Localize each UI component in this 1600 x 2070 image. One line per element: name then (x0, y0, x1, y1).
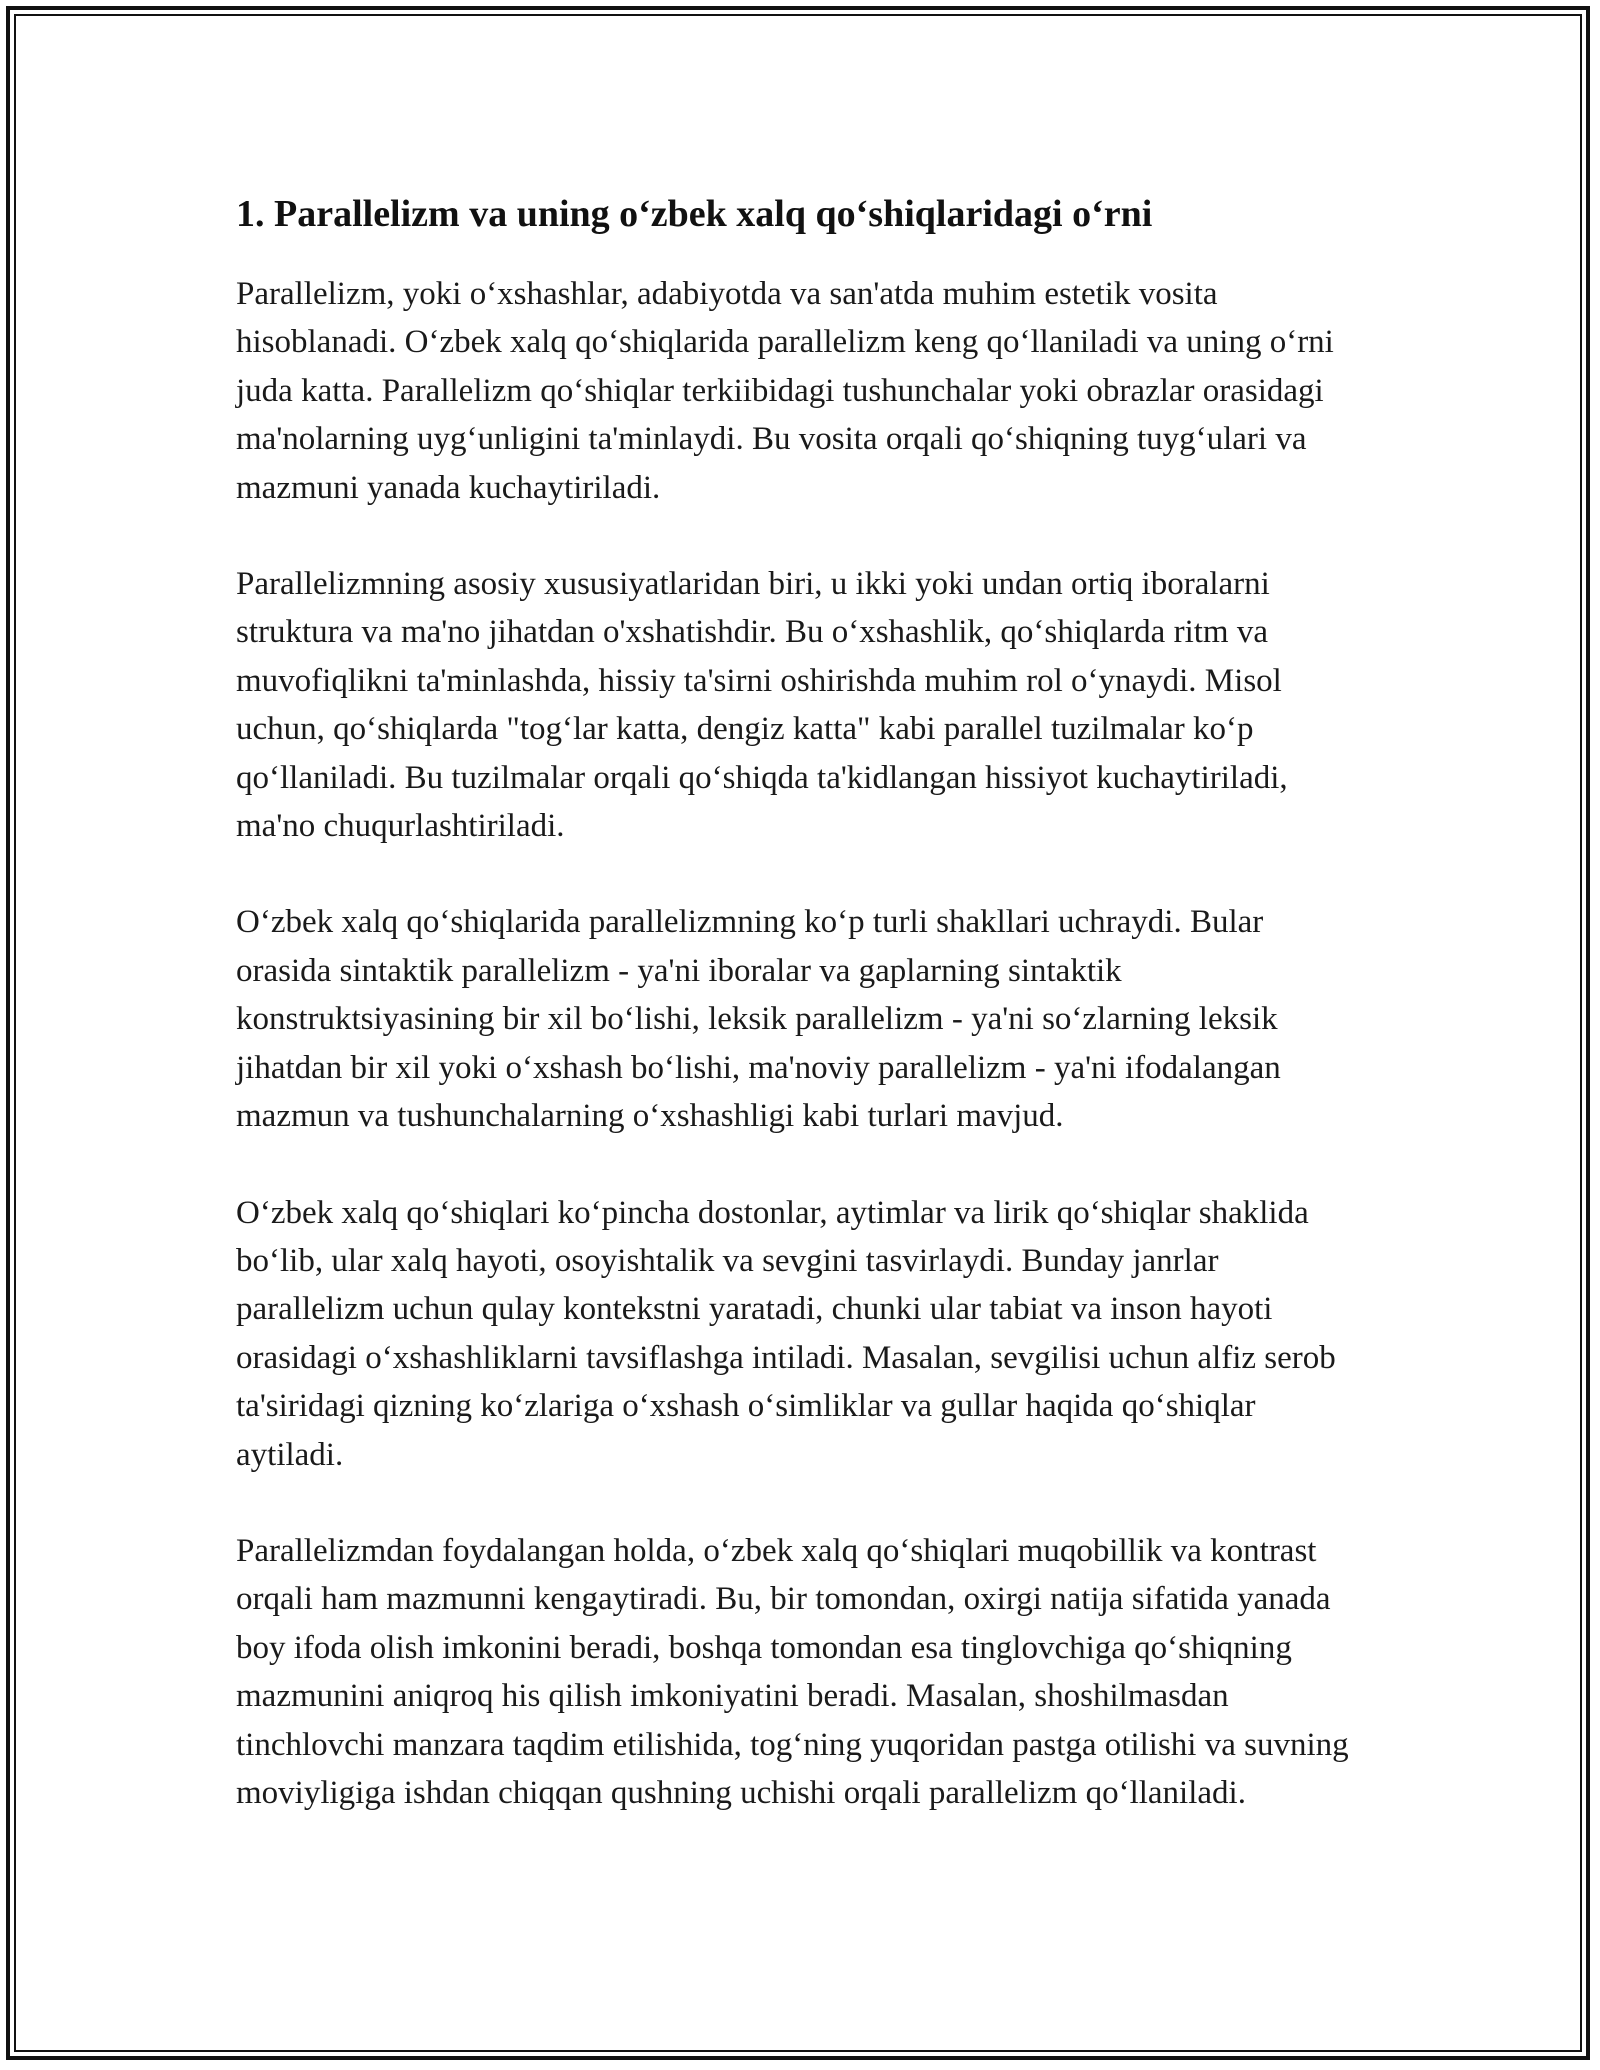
paragraph-2: Parallelizmning asosiy xususiyatlaridan biri, u ikki yoki undan ortiq iboralarni struktura va ma'no jihatdan o'xshatishdir. Bu o‘xshashlik, qo‘shiqlarda ritm va muvofiqlikni ta'minlashda, hissiy ta'sirni oshirishda muhim rol o‘ynaydi. Misol uchun, qo‘shiqlarda "tog‘lar katta, dengiz katta" kabi parallel tuzilmalar ko‘p qo‘llaniladi. Bu tuzilmalar orqali qo‘shiqda ta'kidlangan hissiyot kuchaytiriladi, ma'no chuqurlashtiriladi. (236, 566, 1288, 845)
paragraph-3: O‘zbek xalq qo‘shiqlarida parallelizmning ko‘p turli shakllari uchraydi. Bular orasida sintaktik parallelizm - ya'ni iboralar va gaplarning sintaktik konstruktsiyasining bir xil bo‘lishi, leksik parallelizm - ya'ni so‘zlarning leksik jihatdan bir xil yoki o‘xshash bo‘lishi, ma'noviy parallelizm - ya'ni ifodalangan mazmun va tushunchalarning o‘xshashligi kabi turlari mavjud. (236, 904, 1281, 1135)
document-body (236, 188, 1366, 1865)
paragraph-5: Parallelizmdan foydalangan holda, o‘zbek xalq qo‘shiqlari muqobillik va kontrast orqali ham mazmunni kengaytiradi. Bu, bir tomondan, oxirgi natija sifatida yanada boy ifoda olish imkonini beradi, boshqa tomondan esa tinglovchiga qo‘shiqning mazmunini aniqroq his qilish imkoniyatini beradi. Masalan, shoshilmasdan tinchlovchi manzara taqdim etilishida, tog‘ning yuqoridan pastga otilishi va suvning moviyligiga ishdan chiqqan qushning uchishi orqali parallelizm qo‘llaniladi. (236, 1532, 1349, 1811)
section-heading: 1. Parallelizm va uning o‘zbek xalq qo‘shiqlaridagi o‘rni (236, 193, 1153, 235)
paragraph-4: O‘zbek xalq qo‘shiqlari ko‘pincha dostonlar, aytimlar va lirik qo‘shiqlar shaklida bo‘lib, ular xalq hayoti, osoyishtalik va sevgini tasvirlaydi. Bunday janrlar parallelizm uchun qulay kontekstni yaratadi, chunki ular tabiat va inson hayoti orasidagi o‘xshashliklarni tavsiflashga intiladi. Masalan, sevgilisi uchun alfiz serob ta'siridagi qizning ko‘zlariga o‘xshash o‘simliklar va gullar haqida qo‘shiqlar aytiladi. (236, 1194, 1336, 1473)
paragraph-1: Parallelizm, yoki o‘xshashlar, adabiyotda va san'atda muhim estetik vosita hisoblanadi. O‘zbek xalq qo‘shiqlarida parallelizm keng qo‘llaniladi va uning o‘rni juda katta. Parallelizm qo‘shiqlar terkiibidagi tushunchalar yoki obrazlar orasidagi ma'nolarning uyg‘unligini ta'minlaydi. Bu vosita orqali qo‘shiqning tuyg‘ulari va mazmuni yanada kuchaytiriladi. (236, 276, 1334, 506)
